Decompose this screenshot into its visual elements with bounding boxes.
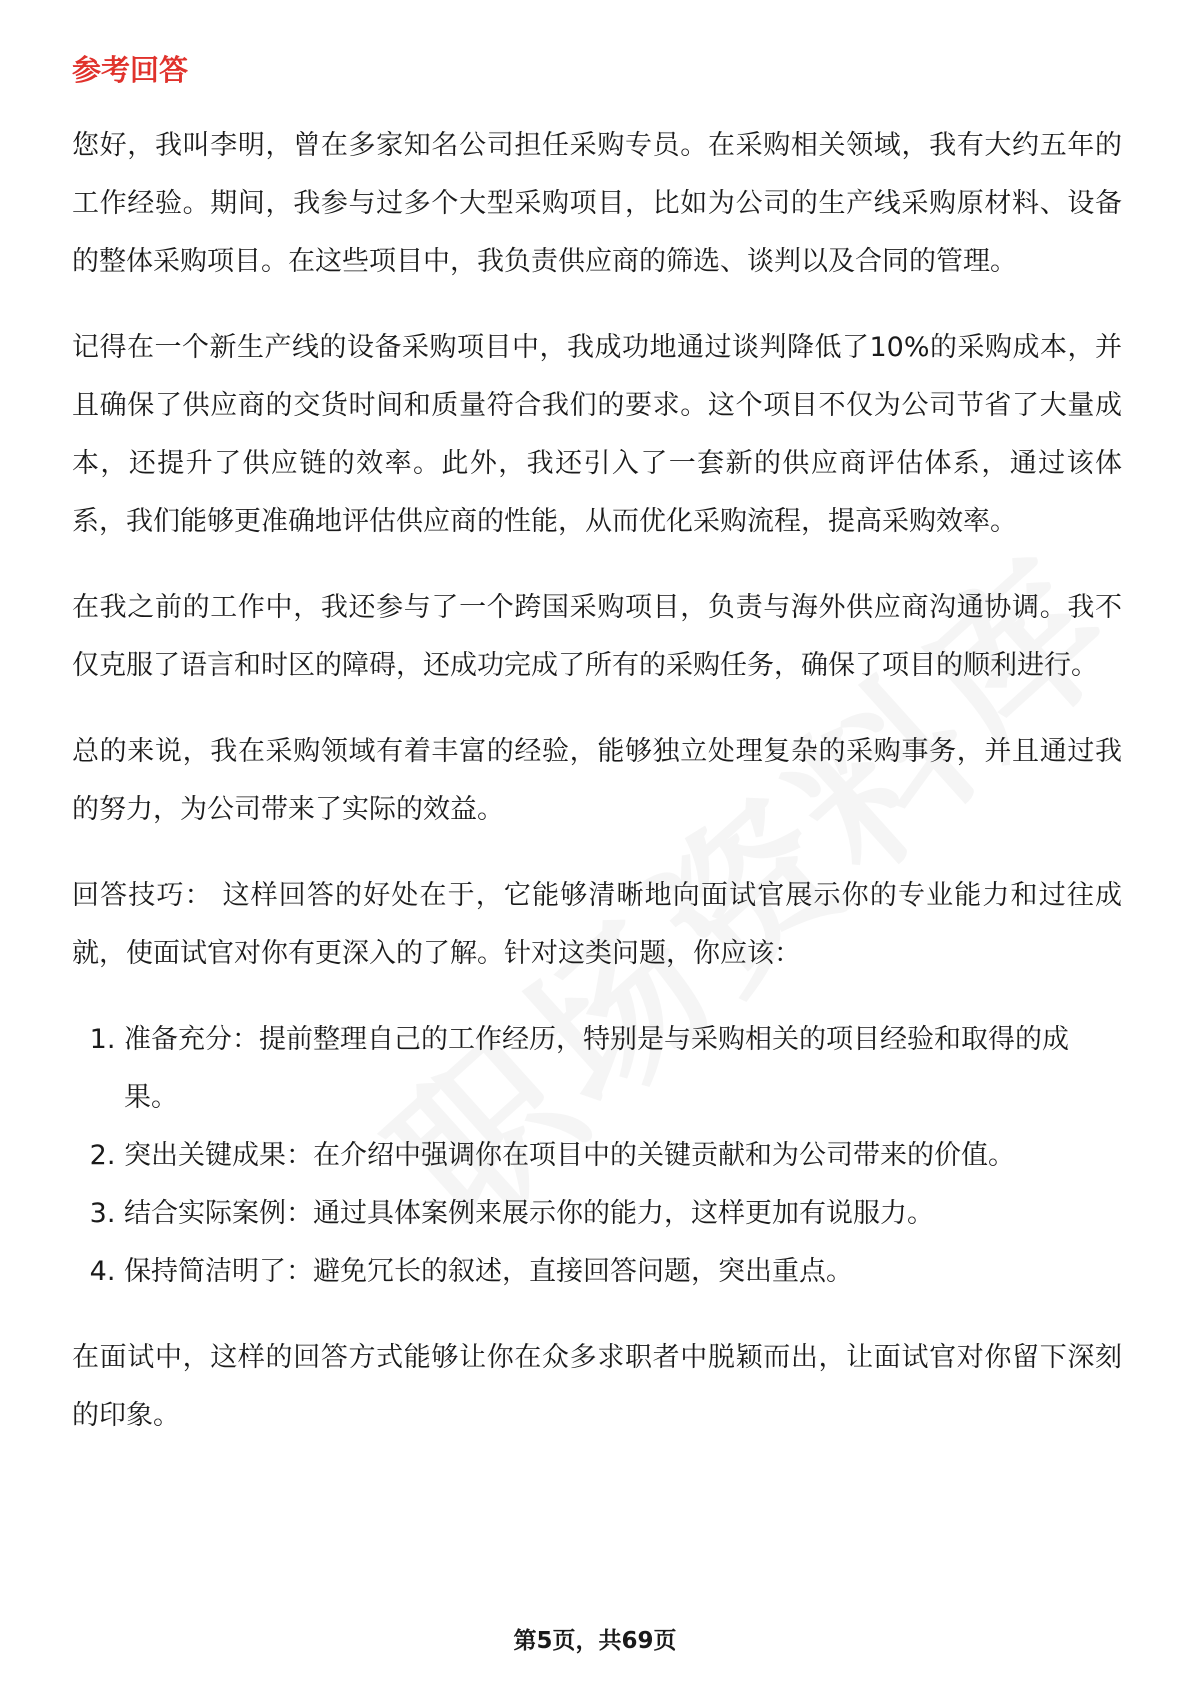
paragraph-tips-intro: 回答技巧： 这样回答的好处在于，它能够清晰地向面试官展示你的专业能力和过往成就，使面试官对你有更深入的了解。针对这类问题，你应该：	[72, 880, 1122, 969]
list-item: 4. 保持简洁明了：避免冗长的叙述，直接回答问题，突出重点。	[124, 1243, 1122, 1301]
list-item: 3. 结合实际案例：通过具体案例来展示你的能力，这样更加有说服力。	[124, 1185, 1122, 1243]
list-item: 1. 准备充分：提前整理自己的工作经历，特别是与采购相关的项目经验和取得的成果。	[124, 1011, 1122, 1127]
page-number: 第5页，共69页	[513, 1628, 677, 1654]
paragraph-closing: 在面试中，这样的回答方式能够让你在众多求职者中脱颖而出，让面试官对你留下深刻的印象。	[72, 1342, 1122, 1431]
paragraph-cross-border: 在我之前的工作中，我还参与了一个跨国采购项目，负责与海外供应商沟通协调。我不仅克服了语言和时区的障碍，还成功完成了所有的采购任务，确保了项目的顺利进行。	[72, 592, 1122, 681]
list-item: 2. 突出关键成果：在介绍中强调你在项目中的关键贡献和为公司带来的价值。	[124, 1127, 1122, 1185]
section-heading: 参考回答	[72, 53, 189, 87]
paragraph-achievement: 记得在一个新生产线的设备采购项目中，我成功地通过谈判降低了10%的采购成本，并且确保了供应商的交货时间和质量符合我们的要求。这个项目不仅为公司节省了大量成本，还提升了供应链的效率。此外，我还引入了一套新的供应商评估体系，通过该体系，我们能够更准确地评估供应商的性能，从而优化采购流程，提高采购效率。	[72, 332, 1122, 537]
answer-body	[72, 117, 1122, 1473]
tips-list	[72, 1011, 1122, 1301]
paragraph-intro: 您好，我叫李明，曾在多家知名公司担任采购专员。在采购相关领域，我有大约五年的工作经验。期间，我参与过多个大型采购项目，比如为公司的生产线采购原材料、设备的整体采购项目。在这些项目中，我负责供应商的筛选、谈判以及合同的管理。	[72, 130, 1122, 277]
paragraph-summary: 总的来说，我在采购领域有着丰富的经验，能够独立处理复杂的采购事务，并且通过我的努力，为公司带来了实际的效益。	[72, 736, 1122, 825]
